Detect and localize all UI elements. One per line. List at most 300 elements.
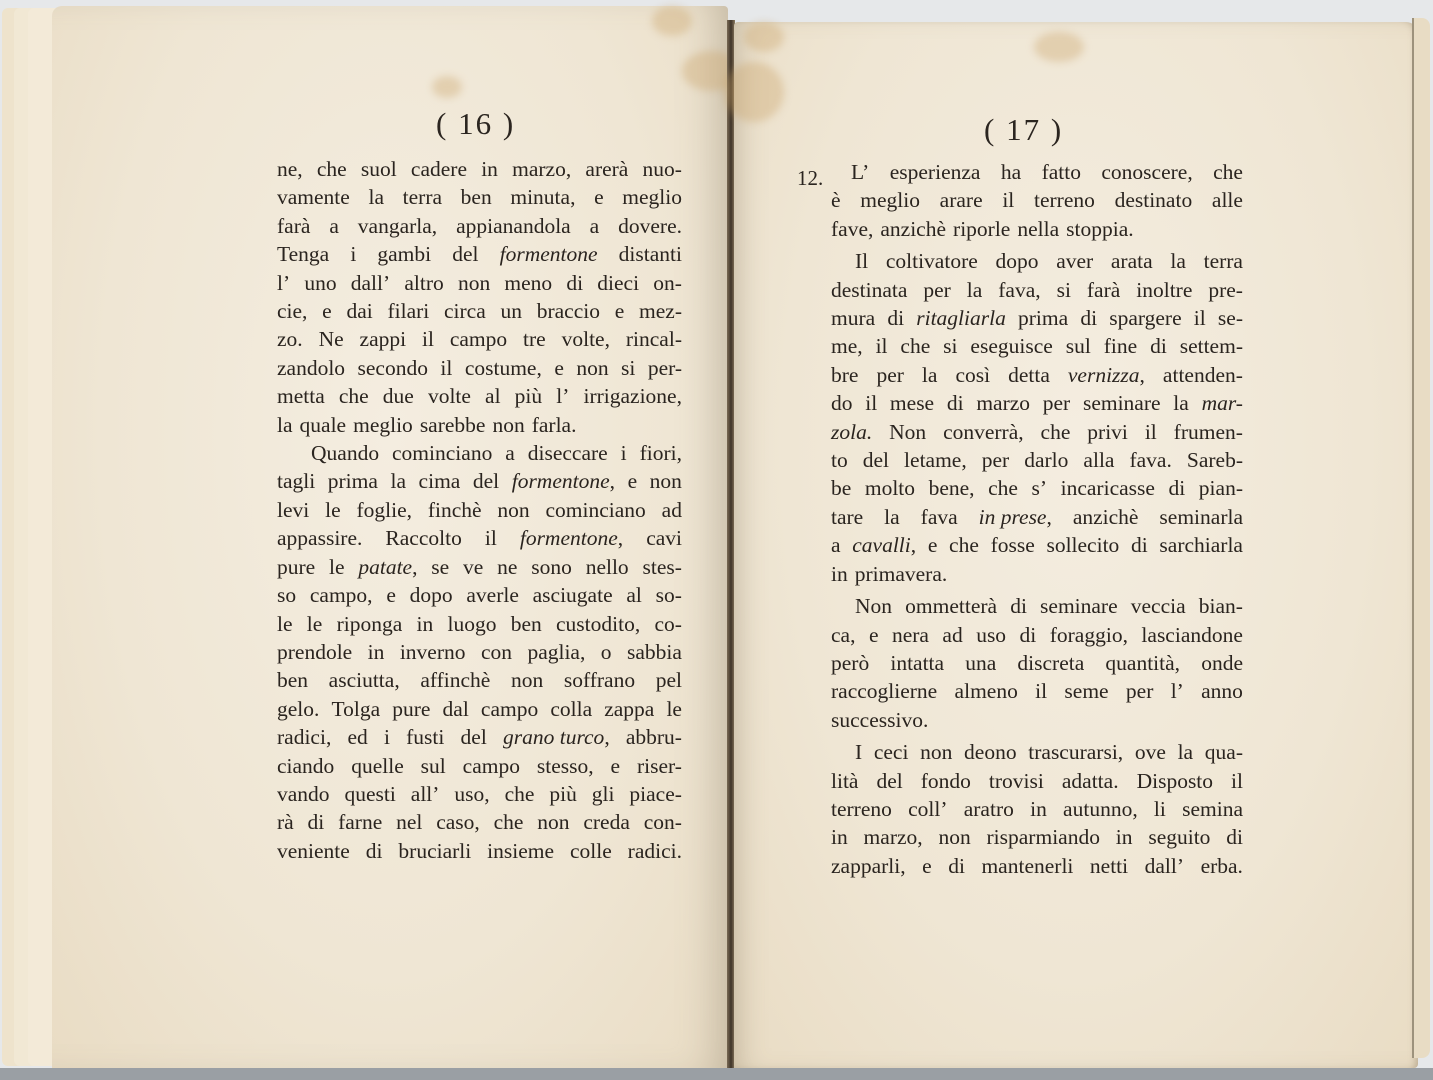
word: primavera. bbox=[854, 561, 948, 586]
word: lità bbox=[831, 768, 859, 793]
word: asciugate bbox=[532, 583, 613, 608]
word: custodito, bbox=[556, 611, 641, 636]
text-line bbox=[277, 837, 682, 865]
word: dall’ bbox=[350, 270, 391, 295]
word: quantità, bbox=[1105, 650, 1181, 675]
word: meglio bbox=[622, 185, 682, 210]
word: fava, bbox=[998, 277, 1041, 302]
word: averle bbox=[466, 583, 519, 608]
word: è bbox=[831, 188, 841, 213]
word: tre bbox=[523, 327, 546, 352]
word: gli bbox=[591, 781, 615, 806]
word: riporle bbox=[953, 216, 1011, 241]
word: ommetterà bbox=[905, 594, 998, 619]
word: se bbox=[431, 554, 450, 579]
word: volte, bbox=[561, 327, 610, 352]
word: che bbox=[338, 384, 369, 409]
word: una bbox=[965, 650, 997, 675]
word: Ne bbox=[318, 327, 344, 352]
word: pure bbox=[392, 696, 431, 721]
word: letame, bbox=[904, 448, 967, 473]
word: adatta. bbox=[1061, 768, 1119, 793]
word: di bbox=[1150, 334, 1167, 359]
text-line bbox=[831, 304, 1243, 332]
text-line bbox=[831, 767, 1243, 795]
word: soffrano bbox=[563, 668, 636, 693]
word: e bbox=[868, 622, 879, 647]
text-line bbox=[277, 524, 682, 552]
word: zandolo bbox=[277, 355, 346, 380]
word: per- bbox=[647, 355, 682, 380]
word: distanti bbox=[618, 242, 682, 267]
text-line bbox=[277, 212, 682, 240]
text-line bbox=[831, 677, 1243, 705]
word: l’ bbox=[1170, 679, 1184, 704]
word: il bbox=[421, 327, 434, 352]
word: Raccolto bbox=[385, 526, 462, 551]
word: campo bbox=[449, 327, 508, 352]
text-line bbox=[277, 155, 682, 183]
word: alle bbox=[1211, 188, 1243, 213]
word: s’ bbox=[1031, 476, 1048, 501]
word: formentone, bbox=[519, 526, 624, 551]
word: semina bbox=[1182, 796, 1243, 821]
word: nella bbox=[1017, 216, 1060, 241]
word: cavi bbox=[646, 526, 682, 551]
word: attenden- bbox=[1162, 362, 1243, 387]
word: zapparli, bbox=[831, 853, 906, 878]
word: cavalli, bbox=[852, 533, 917, 558]
word: pre- bbox=[1208, 277, 1243, 302]
word: foraggio, bbox=[1049, 622, 1128, 647]
word: il bbox=[875, 334, 888, 359]
word: ad bbox=[661, 497, 682, 522]
word: marzo, bbox=[863, 825, 923, 850]
word: di bbox=[566, 270, 584, 295]
word: anno bbox=[1201, 679, 1243, 704]
left-page-text bbox=[277, 155, 682, 865]
foxing-stain bbox=[652, 6, 692, 36]
word: dai bbox=[346, 299, 373, 324]
word: e bbox=[627, 469, 638, 494]
scan-background bbox=[0, 1068, 1433, 1080]
word: il bbox=[865, 391, 878, 416]
word: netti bbox=[1089, 853, 1129, 878]
word: di bbox=[948, 853, 965, 878]
word: patate, bbox=[358, 554, 418, 579]
word: caso, bbox=[436, 810, 480, 835]
word: finchè bbox=[427, 497, 482, 522]
text-line bbox=[831, 215, 1243, 243]
word: meglio bbox=[860, 188, 920, 213]
word: fusti bbox=[406, 725, 445, 750]
word: dal bbox=[442, 696, 469, 721]
word: Il bbox=[855, 249, 869, 274]
word: altro bbox=[404, 270, 444, 295]
word: grano turco, bbox=[502, 725, 610, 750]
word: secondo bbox=[357, 355, 428, 380]
word: per bbox=[1042, 391, 1071, 416]
word: del bbox=[460, 725, 487, 750]
word: pure bbox=[277, 554, 316, 579]
word: darlo bbox=[1024, 448, 1069, 473]
word: le bbox=[329, 554, 345, 579]
word: risparmiando bbox=[986, 825, 1100, 850]
word: di bbox=[946, 391, 964, 416]
text-line bbox=[277, 695, 682, 723]
word: e bbox=[322, 299, 332, 324]
word: vamente bbox=[277, 185, 350, 210]
word: farà bbox=[277, 213, 311, 238]
word: fava. bbox=[1129, 448, 1172, 473]
word: mez- bbox=[639, 299, 682, 324]
text-line bbox=[277, 325, 682, 353]
word: braccio bbox=[536, 299, 600, 324]
word: ceci bbox=[873, 740, 909, 765]
word: le bbox=[666, 696, 682, 721]
word: aratro bbox=[963, 796, 1014, 821]
word: Sareb- bbox=[1186, 448, 1243, 473]
word: ritagliarla bbox=[916, 306, 1006, 331]
word: colle bbox=[569, 838, 612, 863]
word: di bbox=[1080, 306, 1098, 331]
word: converrà, bbox=[943, 419, 1024, 444]
word: radici, bbox=[277, 725, 332, 750]
word: un bbox=[500, 299, 522, 324]
word: due bbox=[382, 384, 414, 409]
word: zola. bbox=[831, 419, 873, 444]
word: se- bbox=[1217, 306, 1243, 331]
word: Quando bbox=[311, 441, 380, 466]
word: Disposto bbox=[1136, 768, 1214, 793]
word: non bbox=[649, 469, 682, 494]
word: nel bbox=[396, 810, 423, 835]
word: per bbox=[876, 362, 904, 387]
word: le bbox=[306, 611, 323, 636]
word: ben bbox=[277, 668, 309, 693]
word: Non bbox=[889, 419, 927, 444]
text-line bbox=[277, 610, 682, 638]
word: anzichè bbox=[880, 216, 947, 241]
text-line bbox=[277, 581, 682, 609]
word: almeno bbox=[954, 679, 1018, 704]
word: in bbox=[831, 825, 848, 850]
word: detta bbox=[1008, 362, 1050, 387]
word: per bbox=[981, 448, 1010, 473]
word: e bbox=[614, 299, 625, 324]
word: campo bbox=[462, 753, 520, 778]
word: terreno bbox=[1033, 188, 1095, 213]
word: ve bbox=[463, 554, 484, 579]
word: onde bbox=[1201, 650, 1243, 675]
paragraph bbox=[831, 592, 1243, 734]
word: abbru- bbox=[625, 725, 682, 750]
word: ha bbox=[1000, 160, 1022, 184]
word: i bbox=[620, 441, 627, 466]
text-line bbox=[831, 823, 1243, 851]
word: con bbox=[480, 639, 512, 664]
text-line bbox=[831, 446, 1243, 474]
word: fiori, bbox=[639, 441, 682, 466]
word: dieci bbox=[597, 270, 640, 295]
word: uno bbox=[304, 270, 337, 295]
word: dopo bbox=[995, 249, 1039, 274]
word: sul bbox=[1065, 334, 1091, 359]
word: zo. bbox=[277, 327, 303, 352]
right-page-text bbox=[831, 158, 1243, 880]
word: prima bbox=[1018, 306, 1069, 331]
word: che bbox=[900, 334, 931, 359]
word: e bbox=[610, 753, 621, 778]
word: sul bbox=[420, 753, 446, 778]
word: li bbox=[1153, 796, 1166, 821]
word: di bbox=[1168, 476, 1186, 501]
word: la bbox=[884, 504, 900, 529]
paragraph bbox=[277, 155, 682, 439]
word: eseguisce bbox=[970, 334, 1053, 359]
text-line bbox=[831, 531, 1243, 559]
word: to bbox=[831, 448, 848, 473]
text-line bbox=[277, 439, 682, 467]
foxing-stain bbox=[1034, 32, 1084, 62]
word: fatto bbox=[1041, 160, 1081, 184]
section-number: 12. bbox=[797, 166, 824, 190]
word: raccoglierne bbox=[831, 679, 938, 704]
text-line bbox=[831, 592, 1243, 620]
word: do bbox=[831, 391, 853, 416]
word: prendole bbox=[277, 639, 353, 664]
text-line bbox=[831, 389, 1243, 417]
page-number-right: ( 17 ) bbox=[984, 112, 1064, 147]
word: spargere bbox=[1109, 306, 1182, 331]
word: meglio bbox=[353, 412, 413, 437]
word: i bbox=[350, 242, 357, 267]
word: frumen- bbox=[1173, 419, 1243, 444]
word: arerà bbox=[585, 157, 629, 181]
word: asciutta, bbox=[328, 668, 400, 693]
text-line bbox=[277, 240, 682, 268]
text-line bbox=[831, 361, 1243, 389]
word: campo bbox=[480, 696, 539, 721]
word: questi bbox=[344, 781, 396, 806]
word: rincal- bbox=[625, 327, 682, 352]
word: e bbox=[594, 185, 604, 210]
word: so bbox=[277, 583, 297, 608]
paragraph bbox=[277, 439, 682, 865]
word: L’ bbox=[851, 160, 870, 184]
word: autunno, bbox=[1063, 796, 1138, 821]
text-line bbox=[831, 332, 1243, 360]
word: mantenerli bbox=[981, 853, 1074, 878]
text-line bbox=[277, 183, 682, 211]
word: l’ bbox=[277, 270, 291, 295]
word: la bbox=[390, 469, 406, 494]
word: stes- bbox=[642, 554, 682, 579]
text-line bbox=[277, 354, 682, 382]
word: quelle bbox=[351, 753, 404, 778]
word: riponga bbox=[336, 611, 403, 636]
word: fondo bbox=[920, 768, 971, 793]
word: campo, bbox=[309, 583, 373, 608]
word: ben bbox=[510, 611, 542, 636]
word: cima bbox=[418, 469, 461, 494]
word: anzichè bbox=[1072, 504, 1139, 529]
word: uso, bbox=[454, 781, 490, 806]
text-line bbox=[831, 247, 1243, 275]
word: che bbox=[988, 476, 1018, 501]
word: terreno bbox=[831, 796, 892, 821]
word: quale bbox=[299, 412, 347, 437]
word: successivo. bbox=[831, 707, 929, 732]
word: mura bbox=[831, 306, 876, 331]
text-line bbox=[831, 474, 1243, 502]
word: coltivatore bbox=[885, 249, 978, 274]
page-stack-edge-right bbox=[1412, 18, 1430, 1058]
paragraph bbox=[831, 158, 1243, 243]
word: destinata bbox=[831, 277, 908, 302]
word: radici. bbox=[627, 838, 682, 863]
word: bian- bbox=[1198, 594, 1243, 619]
word: appianandola bbox=[456, 213, 571, 238]
text-line bbox=[277, 780, 682, 808]
word: il bbox=[484, 526, 497, 551]
word: mar- bbox=[1201, 391, 1243, 416]
word: le bbox=[325, 497, 341, 522]
word: e bbox=[386, 583, 396, 608]
word: si bbox=[943, 334, 958, 359]
word: a bbox=[329, 213, 339, 238]
word: il bbox=[1193, 306, 1206, 331]
word: con- bbox=[643, 810, 682, 835]
word: seminarla bbox=[1159, 504, 1243, 529]
word: alla bbox=[1083, 448, 1115, 473]
word: sollecito bbox=[1046, 533, 1120, 558]
word: dall’ bbox=[1144, 853, 1185, 878]
word: la bbox=[921, 362, 938, 387]
word: pel bbox=[655, 668, 682, 693]
word: che bbox=[1040, 419, 1071, 444]
word: ciando bbox=[277, 753, 335, 778]
word: il bbox=[1002, 188, 1015, 213]
word: seminare bbox=[1082, 391, 1161, 416]
word: zappi bbox=[359, 327, 407, 352]
word: inverno bbox=[399, 639, 466, 664]
word: riser- bbox=[637, 753, 682, 778]
word: Tenga bbox=[277, 242, 330, 267]
word: irrigazione, bbox=[583, 384, 682, 409]
word: sabbia bbox=[626, 639, 682, 664]
word: seguito bbox=[1148, 825, 1211, 850]
word: co- bbox=[654, 611, 682, 636]
word: ne bbox=[497, 554, 518, 579]
word: a bbox=[505, 441, 515, 466]
word: prima bbox=[327, 469, 378, 494]
text-line bbox=[831, 706, 1243, 734]
word: discreta bbox=[1017, 650, 1085, 675]
word: cominciano bbox=[545, 497, 646, 522]
word: I bbox=[855, 740, 863, 765]
word: si bbox=[621, 355, 636, 380]
word: il bbox=[1035, 679, 1048, 704]
word: di bbox=[1131, 533, 1148, 558]
word: e bbox=[927, 533, 938, 558]
word: il bbox=[1231, 768, 1243, 793]
word: farla. bbox=[531, 412, 577, 437]
word: ben bbox=[460, 185, 492, 210]
word: creda bbox=[583, 810, 630, 835]
word: formentone, bbox=[511, 469, 616, 494]
word: del bbox=[472, 469, 500, 494]
text-line bbox=[831, 649, 1243, 677]
word: sarchiarla bbox=[1159, 533, 1243, 558]
word: però bbox=[831, 650, 870, 675]
word: ne, bbox=[277, 157, 303, 181]
word: terra bbox=[402, 185, 443, 210]
word: ad bbox=[942, 622, 963, 647]
word: veniente bbox=[277, 838, 350, 863]
word: sono bbox=[531, 554, 572, 579]
word: in bbox=[367, 639, 385, 664]
word: meno bbox=[504, 270, 553, 295]
text-line bbox=[277, 553, 682, 581]
word: uso bbox=[976, 622, 1007, 647]
word: di bbox=[1010, 594, 1027, 619]
word: pian- bbox=[1198, 476, 1243, 501]
word: circa bbox=[444, 299, 486, 324]
word: coll’ bbox=[908, 796, 948, 821]
word: gelo. bbox=[277, 696, 320, 721]
word: più bbox=[514, 384, 543, 409]
word: so- bbox=[655, 583, 682, 608]
page-number-left: ( 16 ) bbox=[436, 106, 516, 141]
text-line bbox=[277, 382, 682, 410]
word: arare bbox=[939, 188, 983, 213]
word: in bbox=[1115, 825, 1133, 850]
word: affinchè bbox=[420, 668, 491, 693]
word: lasciandone bbox=[1141, 622, 1243, 647]
word: incaricasse bbox=[1060, 476, 1155, 501]
word: gambi bbox=[377, 242, 432, 267]
paragraph bbox=[831, 738, 1243, 880]
word: non bbox=[938, 825, 971, 850]
text-line bbox=[277, 467, 682, 495]
word: bene, bbox=[928, 476, 975, 501]
word: conoscere, bbox=[1101, 160, 1193, 184]
word: più bbox=[549, 781, 577, 806]
word: bre bbox=[831, 362, 859, 387]
word: e bbox=[554, 355, 564, 380]
word: paglia, bbox=[527, 639, 586, 664]
word: sarebbe bbox=[419, 412, 486, 437]
word: suol bbox=[360, 157, 397, 181]
text-line bbox=[277, 752, 682, 780]
foxing-stain bbox=[724, 62, 784, 122]
word: a bbox=[589, 213, 600, 238]
word: cie, bbox=[277, 299, 308, 324]
word: rà bbox=[277, 810, 294, 835]
text-line bbox=[277, 297, 682, 325]
word: del bbox=[876, 768, 903, 793]
word: all’ bbox=[410, 781, 440, 806]
word: il bbox=[1144, 419, 1157, 444]
word: a bbox=[831, 533, 841, 558]
word: del bbox=[452, 242, 479, 267]
word: al bbox=[626, 583, 642, 608]
word: diseccare bbox=[527, 441, 608, 466]
word: filari bbox=[387, 299, 430, 324]
word: tare bbox=[831, 504, 864, 529]
word: fosse bbox=[990, 533, 1035, 558]
